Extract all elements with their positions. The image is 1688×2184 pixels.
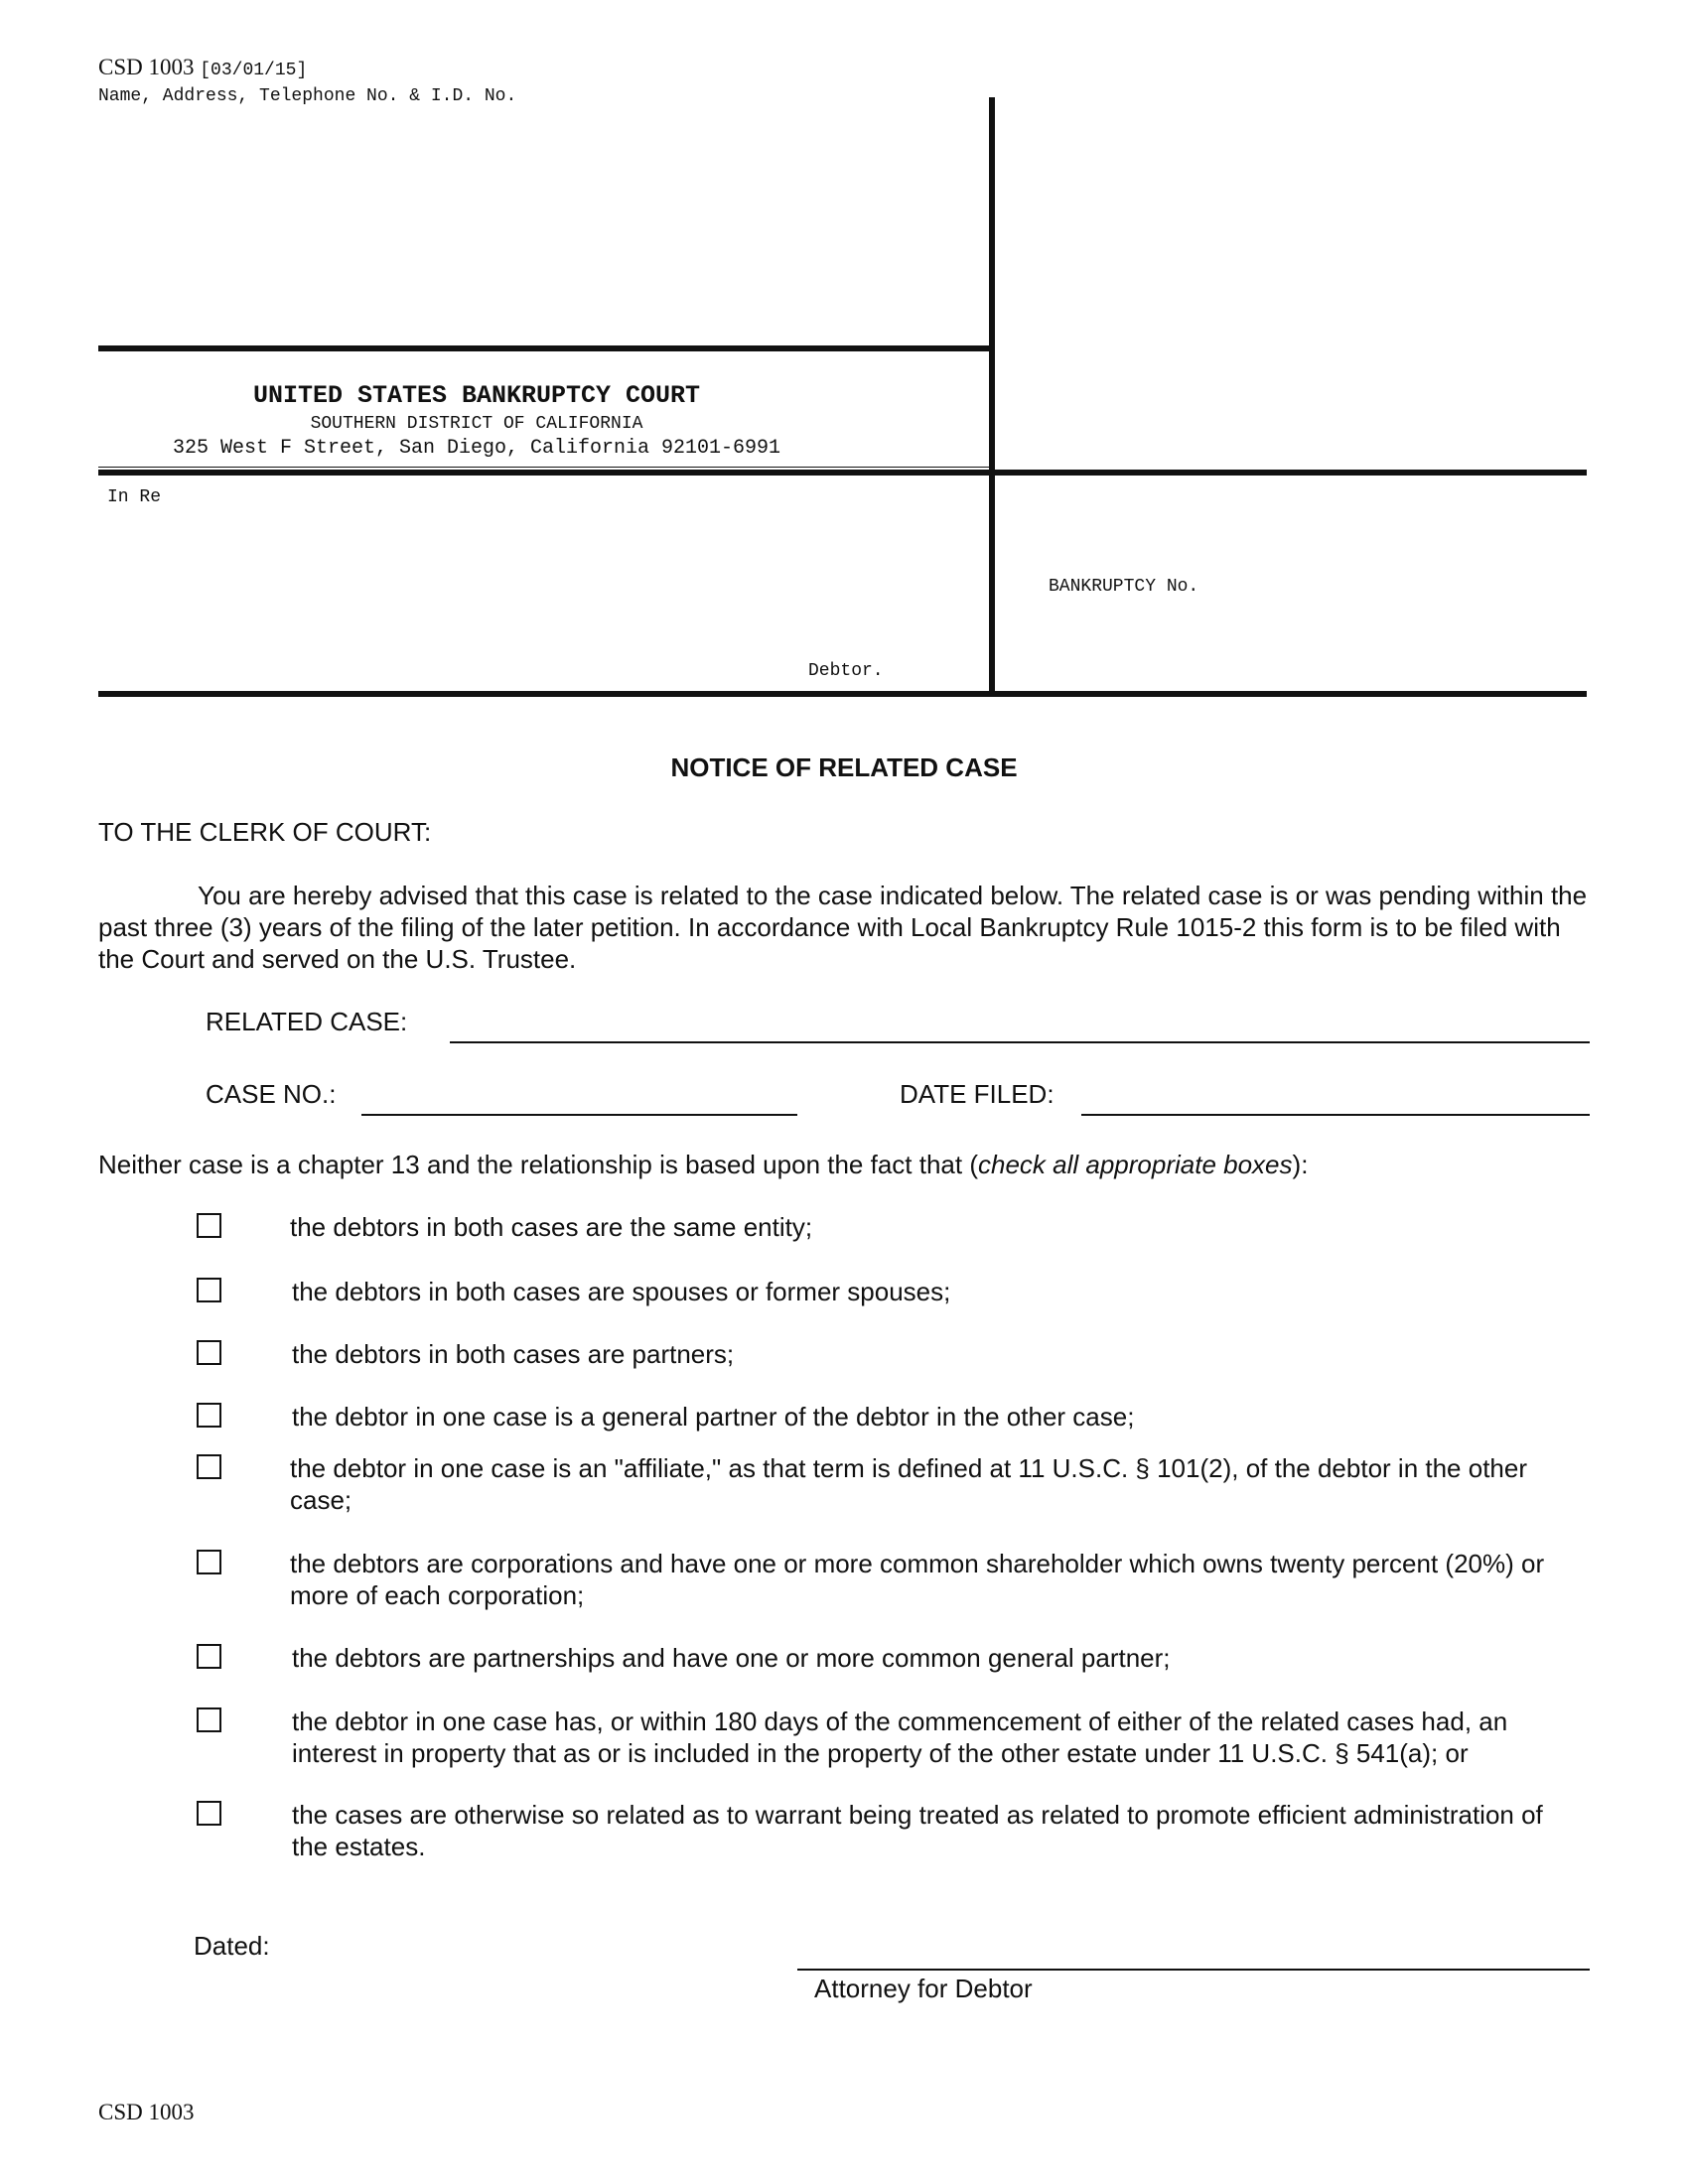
court-name: UNITED STATES BANKRUPTCY COURT <box>252 381 701 410</box>
checkbox-otherwise-related[interactable] <box>197 1801 221 1826</box>
attorney-signature-line[interactable] <box>797 1969 1590 1971</box>
checkbox-partnerships[interactable] <box>197 1644 221 1669</box>
name-address-label: Name, Address, Telephone No. & I.D. No. <box>98 86 517 106</box>
option-same-entity: the debtors in both cases are the same entity; <box>290 1212 813 1242</box>
option-property-interest: the debtor in one case has, or within 180 days of the commencement of either of the related cases had, an interest in property that as or is included in the property of the other estate under 11 U.S.C. § 541(a); or <box>292 1706 1508 1768</box>
court-district: SOUTHERN DISTRICT OF CALIFORNIA <box>310 414 643 434</box>
intro-before: Neither case is a chapter 13 and the relationship is based upon the fact that ( <box>98 1150 978 1179</box>
form-date: [03/01/15] <box>200 61 308 80</box>
date-filed-label: DATE FILED: <box>900 1079 1055 1109</box>
intro-after: ): <box>1292 1150 1309 1179</box>
debtor-label: Debtor. <box>808 661 884 681</box>
notice-title: NOTICE OF RELATED CASE <box>670 752 1018 782</box>
footer-form-id: CSD 1003 <box>98 2100 195 2124</box>
checkbox-spouses[interactable] <box>197 1278 221 1302</box>
related-case-input[interactable] <box>450 1041 1590 1043</box>
form-id <box>98 54 307 84</box>
attorney-label: Attorney for Debtor <box>814 1974 1033 2003</box>
related-case-label: RELATED CASE: <box>206 1007 408 1036</box>
checkbox-affiliate[interactable] <box>197 1454 221 1479</box>
caption-line-bottom <box>98 691 1587 697</box>
option-spouses: the debtors in both cases are spouses or former spouses; <box>292 1277 951 1306</box>
option-affiliate: the debtor in one case is an "affiliate," as that term is defined at 11 U.S.C. § 101(2), of the debtor in the other case; <box>290 1453 1528 1515</box>
caption-line-top <box>98 345 994 351</box>
checkbox-general-partner[interactable] <box>197 1403 221 1428</box>
option-corporations: the debtors are corporations and have one or more common shareholder which owns twenty percent (20%) or more of each corporation; <box>290 1549 1545 1610</box>
to-clerk: TO THE CLERK OF COURT: <box>98 817 432 847</box>
intro-italic: check all appropriate boxes <box>978 1150 1293 1179</box>
dated-label: Dated: <box>194 1931 270 1961</box>
court-address: 325 West F Street, San Diego, California 92101-6991 <box>172 437 781 460</box>
option-partners: the debtors in both cases are partners; <box>292 1339 735 1369</box>
case-no-label: CASE NO.: <box>206 1079 337 1109</box>
case-no-input[interactable] <box>361 1114 797 1116</box>
notice-paragraph: You are hereby advised that this case is related to the case indicated below. The related case is or was pending within the past three (3) years of the filing of the later petition. In accordance with Local Bankruptcy Rule 1015-2 this form is to be filed with the Court and served on the U.S. Trustee. <box>98 881 1588 974</box>
in-re-label: In Re <box>107 487 162 507</box>
form-id-text: CSD 1003 <box>98 55 195 79</box>
option-general-partner: the debtor in one case is a general partner of the debtor in the other case; <box>292 1402 1135 1432</box>
checkbox-property-interest[interactable] <box>197 1707 221 1732</box>
date-filed-input[interactable] <box>1081 1114 1590 1116</box>
option-otherwise-related: the cases are otherwise so related as to warrant being treated as related to promote efficient administration of the estates. <box>292 1800 1543 1861</box>
caption-vertical-divider <box>989 97 995 695</box>
court-separator <box>98 467 990 468</box>
caption-line-middle <box>98 470 1587 476</box>
option-partnerships: the debtors are partnerships and have one or more common general partner; <box>292 1643 1171 1673</box>
checkbox-same-entity[interactable] <box>197 1213 221 1238</box>
relationship-intro <box>98 1149 1588 1180</box>
bankruptcy-no-label: BANKRUPTCY No. <box>1049 577 1199 597</box>
checkbox-partners[interactable] <box>197 1340 221 1365</box>
checkbox-corporations[interactable] <box>197 1550 221 1574</box>
